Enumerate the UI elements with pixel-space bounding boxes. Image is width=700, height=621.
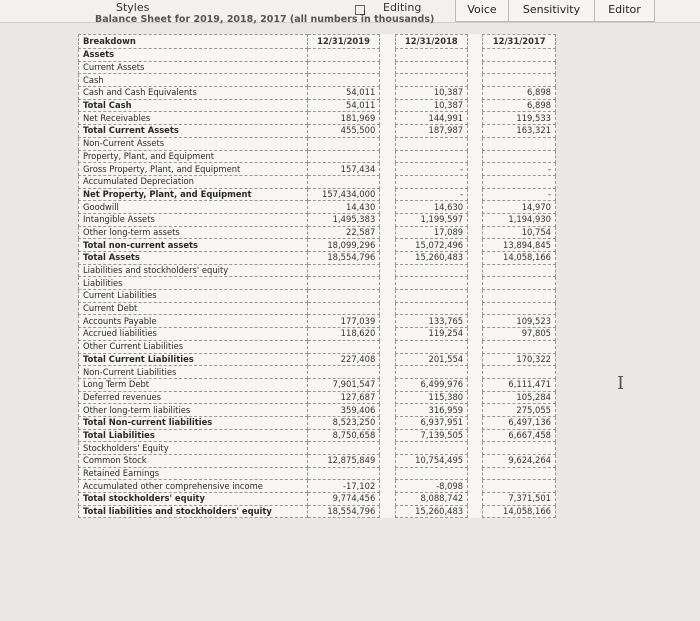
value-cell-2017[interactable]: 163,321 [483, 125, 556, 138]
value-cell-2019[interactable] [307, 277, 380, 290]
row-label-cell[interactable]: Total Current Assets [79, 125, 308, 138]
value-cell-2017[interactable]: 6,667,458 [483, 429, 556, 442]
value-cell-2019[interactable]: 157,434,000 [307, 188, 380, 201]
table-row [79, 340, 556, 353]
table-row [79, 328, 556, 341]
value-cell-2019[interactable] [307, 137, 380, 150]
value-cell-2019[interactable]: 18,099,296 [307, 239, 380, 252]
value-cell-2018[interactable]: 10,387 [395, 87, 468, 100]
value-cell-2018[interactable]: 10,387 [395, 99, 468, 112]
value-cell-2017[interactable] [483, 150, 556, 163]
row-label-cell[interactable]: Other Current Liabilities [79, 340, 308, 353]
value-cell-2017[interactable]: 14,058,166 [483, 505, 556, 518]
value-cell-2019[interactable] [307, 150, 380, 163]
value-cell-2018[interactable] [395, 290, 468, 303]
row-label-cell[interactable]: Accumulated other comprehensive income [79, 480, 308, 493]
value-cell-2018[interactable] [395, 340, 468, 353]
value-cell-2019[interactable] [307, 366, 380, 379]
value-cell-2019[interactable]: 8,750,658 [307, 429, 380, 442]
value-cell-2017[interactable]: 6,497,136 [483, 416, 556, 429]
value-cell-2017[interactable]: 170,322 [483, 353, 556, 366]
value-cell-2018[interactable]: 133,765 [395, 315, 468, 328]
value-cell-2019[interactable]: 54,011 [307, 87, 380, 100]
table-row [79, 404, 556, 417]
row-label-cell[interactable]: Cash [79, 74, 308, 87]
value-cell-2017[interactable] [483, 61, 556, 74]
table-row [79, 391, 556, 404]
value-cell-2017[interactable]: 6,111,471 [483, 378, 556, 391]
row-label-cell[interactable]: Common Stock [79, 455, 308, 468]
value-cell-2017[interactable]: 14,058,166 [483, 252, 556, 265]
row-label-cell[interactable]: Total Current Liabilities [79, 353, 308, 366]
value-cell-2018[interactable]: 15,260,483 [395, 252, 468, 265]
value-cell-2017[interactable]: 10,754 [483, 226, 556, 239]
value-cell-2018[interactable]: 10,754,495 [395, 455, 468, 468]
value-cell-2018[interactable] [395, 277, 468, 290]
row-label-cell[interactable]: Stockholders' Equity [79, 442, 308, 455]
value-cell-2018[interactable]: - [395, 188, 468, 201]
table-row [79, 188, 556, 201]
value-cell-2019[interactable]: 18,554,796 [307, 505, 380, 518]
table-row [79, 112, 556, 125]
value-cell-2019[interactable]: 1,495,383 [307, 213, 380, 226]
row-label-cell[interactable]: Net Property, Plant, and Equipment [79, 188, 308, 201]
value-cell-2017[interactable] [483, 175, 556, 188]
value-cell-2017[interactable]: 109,523 [483, 315, 556, 328]
table-row [79, 315, 556, 328]
table-row [79, 201, 556, 214]
table-row [79, 455, 556, 468]
value-cell-2018[interactable]: 8,088,742 [395, 493, 468, 506]
value-cell-2019[interactable]: 118,620 [307, 328, 380, 341]
voice-button[interactable]: Voice [455, 0, 509, 22]
row-label-cell[interactable]: Other long-term liabilities [79, 404, 308, 417]
value-cell-2019[interactable] [307, 175, 380, 188]
value-cell-2017[interactable]: - [483, 163, 556, 176]
row-label-cell[interactable]: Current Assets [79, 61, 308, 74]
value-cell-2018[interactable]: 15,260,483 [395, 505, 468, 518]
value-cell-2017[interactable] [483, 442, 556, 455]
value-cell-2018[interactable]: -8,098 [395, 480, 468, 493]
table-row [79, 467, 556, 480]
value-cell-2018[interactable] [395, 467, 468, 480]
value-cell-2017[interactable]: 1,194,930 [483, 213, 556, 226]
table-row [79, 493, 556, 506]
value-cell-2019[interactable]: 18,554,796 [307, 252, 380, 265]
value-cell-2018[interactable]: 115,380 [395, 391, 468, 404]
value-cell-2019[interactable] [307, 290, 380, 303]
value-cell-2017[interactable] [483, 302, 556, 315]
value-cell-2017[interactable]: 105,284 [483, 391, 556, 404]
value-cell-2017[interactable] [483, 340, 556, 353]
value-cell-2019[interactable]: 157,434 [307, 163, 380, 176]
value-cell-2017[interactable]: 119,533 [483, 112, 556, 125]
value-cell-2019[interactable] [307, 74, 380, 87]
value-cell-2019[interactable] [307, 49, 380, 62]
text-cursor-icon: I [617, 373, 625, 394]
value-cell-2018[interactable] [395, 302, 468, 315]
value-cell-2017[interactable]: 7,371,501 [483, 493, 556, 506]
value-cell-2019[interactable] [307, 340, 380, 353]
value-cell-2017[interactable] [483, 366, 556, 379]
row-label-cell[interactable]: Liabilities [79, 277, 308, 290]
header-col-2018[interactable]: 12/31/2018 [395, 35, 468, 49]
value-cell-2018[interactable]: 201,554 [395, 353, 468, 366]
value-cell-2019[interactable]: 359,406 [307, 404, 380, 417]
row-label-cell[interactable]: Accumulated Depreciation [79, 175, 308, 188]
row-label-cell[interactable]: Goodwill [79, 201, 308, 214]
table-row [79, 480, 556, 493]
value-cell-2017[interactable]: 9,624,264 [483, 455, 556, 468]
balance-sheet-table [78, 34, 556, 518]
row-label-cell[interactable]: Total non-current assets [79, 239, 308, 252]
value-cell-2017[interactable] [483, 290, 556, 303]
value-cell-2017[interactable] [483, 264, 556, 277]
value-cell-2018[interactable] [395, 442, 468, 455]
value-cell-2017[interactable] [483, 137, 556, 150]
value-cell-2018[interactable]: 316,959 [395, 404, 468, 417]
value-cell-2018[interactable]: - [395, 163, 468, 176]
value-cell-2019[interactable]: 455,500 [307, 125, 380, 138]
table-row [79, 264, 556, 277]
value-cell-2019[interactable] [307, 264, 380, 277]
value-cell-2019[interactable]: 7,901,547 [307, 378, 380, 391]
row-label-cell[interactable]: Accounts Payable [79, 315, 308, 328]
value-cell-2017[interactable] [483, 49, 556, 62]
table-row [79, 302, 556, 315]
value-cell-2019[interactable]: 12,875,849 [307, 455, 380, 468]
editor-button[interactable]: Editor [595, 0, 655, 22]
value-cell-2019[interactable]: 9,774,456 [307, 493, 380, 506]
value-cell-2018[interactable] [395, 175, 468, 188]
row-label-cell[interactable]: Property, Plant, and Equipment [79, 150, 308, 163]
row-label-cell[interactable]: Total liabilities and stockholders' equity [79, 505, 308, 518]
header-col-2017[interactable]: 12/31/2017 [483, 35, 556, 49]
row-label-cell[interactable]: Long Term Debt [79, 378, 308, 391]
value-cell-2019[interactable]: 54,011 [307, 99, 380, 112]
table-row [79, 290, 556, 303]
value-cell-2018[interactable]: 14,630 [395, 201, 468, 214]
value-cell-2017[interactable]: 14,970 [483, 201, 556, 214]
table-row [79, 239, 556, 252]
value-cell-2019[interactable] [307, 61, 380, 74]
table-row [79, 252, 556, 265]
value-cell-2018[interactable] [395, 61, 468, 74]
styles-group-label[interactable]: Styles [116, 1, 150, 14]
table-row [79, 163, 556, 176]
table-row [79, 74, 556, 87]
table-row [79, 505, 556, 518]
table-row [79, 61, 556, 74]
row-label-cell[interactable]: Total Cash [79, 99, 308, 112]
table-row [79, 87, 556, 100]
table-row [79, 353, 556, 366]
value-cell-2017[interactable]: 275,055 [483, 404, 556, 417]
row-label-cell[interactable]: Current Debt [79, 302, 308, 315]
row-label-cell[interactable]: Assets [79, 49, 308, 62]
value-cell-2017[interactable]: 97,805 [483, 328, 556, 341]
table-row [79, 213, 556, 226]
value-cell-2018[interactable] [395, 150, 468, 163]
table-row [79, 175, 556, 188]
value-cell-2019[interactable]: 22,587 [307, 226, 380, 239]
value-cell-2018[interactable]: 6,499,976 [395, 378, 468, 391]
value-cell-2018[interactable]: 7,139,505 [395, 429, 468, 442]
row-label-cell[interactable]: Current Liabilities [79, 290, 308, 303]
value-cell-2019[interactable]: 8,523,250 [307, 416, 380, 429]
value-cell-2018[interactable]: 6,937,951 [395, 416, 468, 429]
value-cell-2017[interactable] [483, 277, 556, 290]
row-label-cell[interactable]: Total Non-current liabilities [79, 416, 308, 429]
row-label-cell[interactable]: Gross Property, Plant, and Equipment [79, 163, 308, 176]
value-cell-2019[interactable] [307, 467, 380, 480]
value-cell-2019[interactable]: 14,430 [307, 201, 380, 214]
table-row [79, 429, 556, 442]
value-cell-2018[interactable] [395, 137, 468, 150]
value-cell-2019[interactable]: -17,102 [307, 480, 380, 493]
value-cell-2018[interactable]: 119,254 [395, 328, 468, 341]
value-cell-2017[interactable]: 6,898 [483, 87, 556, 100]
row-label-cell[interactable]: Accrued liabilities [79, 328, 308, 341]
table-header-row [79, 35, 556, 49]
value-cell-2017[interactable] [483, 74, 556, 87]
row-label-cell[interactable]: Other long-term assets [79, 226, 308, 239]
value-cell-2019[interactable]: 177,039 [307, 315, 380, 328]
header-col-2019[interactable]: 12/31/2019 [307, 35, 380, 49]
table-row [79, 226, 556, 239]
value-cell-2018[interactable]: 17,089 [395, 226, 468, 239]
editing-group-label[interactable]: Editing [383, 1, 422, 14]
table-row [79, 150, 556, 163]
value-cell-2017[interactable]: 13,894,845 [483, 239, 556, 252]
document-title: Balance Sheet for 2019, 2018, 2017 (all numbers in thousands) [95, 14, 435, 25]
value-cell-2017[interactable]: - [483, 188, 556, 201]
table-row [79, 99, 556, 112]
value-cell-2018[interactable]: 144,991 [395, 112, 468, 125]
table-row [79, 442, 556, 455]
value-cell-2019[interactable]: 127,687 [307, 391, 380, 404]
table-row [79, 49, 556, 62]
value-cell-2019[interactable]: 181,969 [307, 112, 380, 125]
table-row [79, 366, 556, 379]
row-label-cell[interactable]: Retained Earnings [79, 467, 308, 480]
header-breakdown[interactable]: Breakdown [79, 35, 308, 49]
row-label-cell[interactable]: Non-Current Assets [79, 137, 308, 150]
value-cell-2018[interactable] [395, 264, 468, 277]
row-label-cell[interactable]: Cash and Cash Equivalents [79, 87, 308, 100]
row-label-cell[interactable]: Deferred revenues [79, 391, 308, 404]
value-cell-2018[interactable]: 187,987 [395, 125, 468, 138]
table-row [79, 378, 556, 391]
row-label-cell[interactable]: Total stockholders' equity [79, 493, 308, 506]
row-label-cell[interactable]: Non-Current Liabilities [79, 366, 308, 379]
value-cell-2019[interactable]: 227,408 [307, 353, 380, 366]
table-row [79, 125, 556, 138]
value-cell-2018[interactable]: 1,199,597 [395, 213, 468, 226]
value-cell-2018[interactable] [395, 74, 468, 87]
value-cell-2018[interactable] [395, 49, 468, 62]
value-cell-2018[interactable]: 15,072,496 [395, 239, 468, 252]
table-row [79, 137, 556, 150]
value-cell-2019[interactable] [307, 302, 380, 315]
row-label-cell[interactable]: Intangible Assets [79, 213, 308, 226]
row-label-cell[interactable]: Liabilities and stockholders' equity [79, 264, 308, 277]
table-row [79, 277, 556, 290]
value-cell-2017[interactable] [483, 480, 556, 493]
row-label-cell[interactable]: Net Receivables [79, 112, 308, 125]
value-cell-2018[interactable] [395, 366, 468, 379]
value-cell-2017[interactable] [483, 467, 556, 480]
sensitivity-button[interactable]: Sensitivity [509, 0, 595, 22]
table-row [79, 416, 556, 429]
value-cell-2017[interactable]: 6,898 [483, 99, 556, 112]
row-label-cell[interactable]: Total Liabilities [79, 429, 308, 442]
row-label-cell[interactable]: Total Assets [79, 252, 308, 265]
value-cell-2019[interactable] [307, 442, 380, 455]
